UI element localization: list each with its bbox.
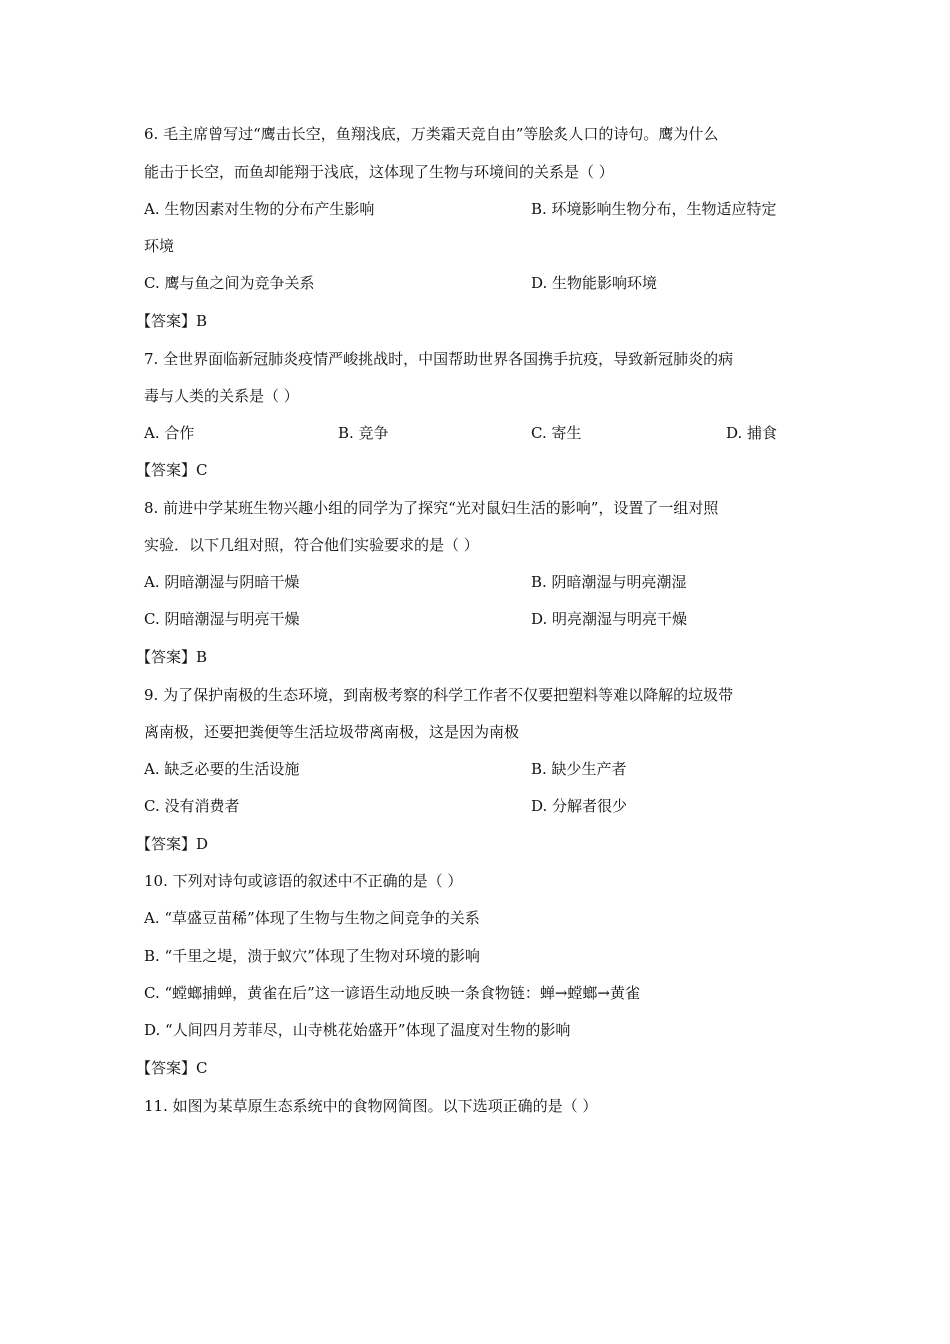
q9-option-b: B. 缺少生产者 [531, 760, 627, 778]
q8-stem-line2: 实验．以下几组对照，符合他们实验要求的是（ ） [144, 536, 479, 554]
q10-option-c: C. “螳螂捕蝉，黄雀在后”这一谚语生动地反映一条食物链：蝉→螳螂→黄雀 [144, 984, 640, 1002]
q10-option-a: A. “草盛豆苗稀”体现了生物与生物之间竞争的关系 [144, 909, 480, 927]
q9-option-c: C. 没有消费者 [144, 797, 240, 815]
q6-option-d: D. 生物能影响环境 [531, 274, 658, 292]
q10-option-b: B. “千里之堤，溃于蚁穴”体现了生物对环境的影响 [144, 947, 480, 965]
q6-option-c: C. 鹰与鱼之间为竞争关系 [144, 274, 315, 292]
q8-stem-text-1: 前进中学某班生物兴趣小组的同学为了探究“光对鼠妇生活的影响”，设置了一组对照 [163, 499, 719, 517]
q8-number: 8. [144, 499, 159, 517]
q6-stem-line2: 能击于长空，而鱼却能翔于浅底，这体现了生物与环境间的关系是（ ） [144, 163, 614, 181]
q7-option-b: B. 竞争 [338, 424, 389, 442]
q10-answer: 【答案】C [136, 1059, 208, 1077]
q7-stem-line1 [144, 349, 733, 369]
q6-option-b: B. 环境影响生物分布，生物适应特定 [531, 200, 777, 218]
q6-option-a: A. 生物因素对生物的分布产生影响 [144, 200, 375, 218]
q9-stem-text-1: 为了保护南极的生态环境，到南极考察的科学工作者不仅要把塑料等难以降解的垃圾带 [163, 686, 734, 704]
q6-number: 6. [144, 125, 159, 143]
q10-number: 10. [144, 872, 168, 890]
q7-option-a: A. 合作 [144, 424, 195, 442]
q8-stem-line1 [144, 498, 718, 518]
q7-stem-text-1: 全世界面临新冠肺炎疫情严峻挑战时，中国帮助世界各国携手抗疫，导致新冠肺炎的病 [163, 350, 734, 368]
q11-number: 11. [144, 1097, 168, 1115]
q10-stem-text-1: 下列对诗句或谚语的叙述中不正确的是（ ） [172, 872, 463, 890]
q8-option-a: A. 阴暗潮湿与阴暗干燥 [144, 573, 300, 591]
q8-answer: 【答案】B [136, 648, 208, 666]
q11-stem-text-1: 如图为某草原生态系统中的食物网简图。以下选项正确的是（ ） [172, 1097, 598, 1115]
q7-number: 7. [144, 350, 159, 368]
q7-option-d: D. 捕食 [726, 424, 778, 442]
q6-option-b-continued: 环境 [144, 237, 175, 255]
q9-stem-line1 [144, 685, 733, 705]
q7-option-c: C. 寄生 [531, 424, 582, 442]
q7-stem-line2: 毒与人类的关系是（ ） [144, 387, 299, 405]
q7-answer: 【答案】C [136, 461, 208, 479]
q8-option-d: D. 明亮潮湿与明亮干燥 [531, 610, 688, 628]
q10-option-d: D. “人间四月芳菲尽，山寺桃花始盛开”体现了温度对生物的影响 [144, 1021, 571, 1039]
q9-option-d: D. 分解者很少 [531, 797, 628, 815]
q9-number: 9. [144, 686, 159, 704]
q8-option-b: B. 阴暗潮湿与明亮潮湿 [531, 573, 687, 591]
q10-stem-line1 [144, 871, 462, 891]
q9-answer: 【答案】D [136, 835, 209, 853]
q6-answer: 【答案】B [136, 312, 208, 330]
q11-stem-line1 [144, 1096, 597, 1116]
q6-stem-line1 [144, 124, 718, 144]
q9-stem-line2: 离南极，还要把粪便等生活垃圾带离南极，这是因为南极 [144, 723, 520, 741]
q9-option-a: A. 缺乏必要的生活设施 [144, 760, 300, 778]
q6-stem-text-1: 毛主席曾写过“鹰击长空，鱼翔浅底，万类霜天竞自由”等脍炙人口的诗句。鹰为什么 [163, 125, 719, 143]
q8-option-c: C. 阴暗潮湿与明亮干燥 [144, 610, 300, 628]
